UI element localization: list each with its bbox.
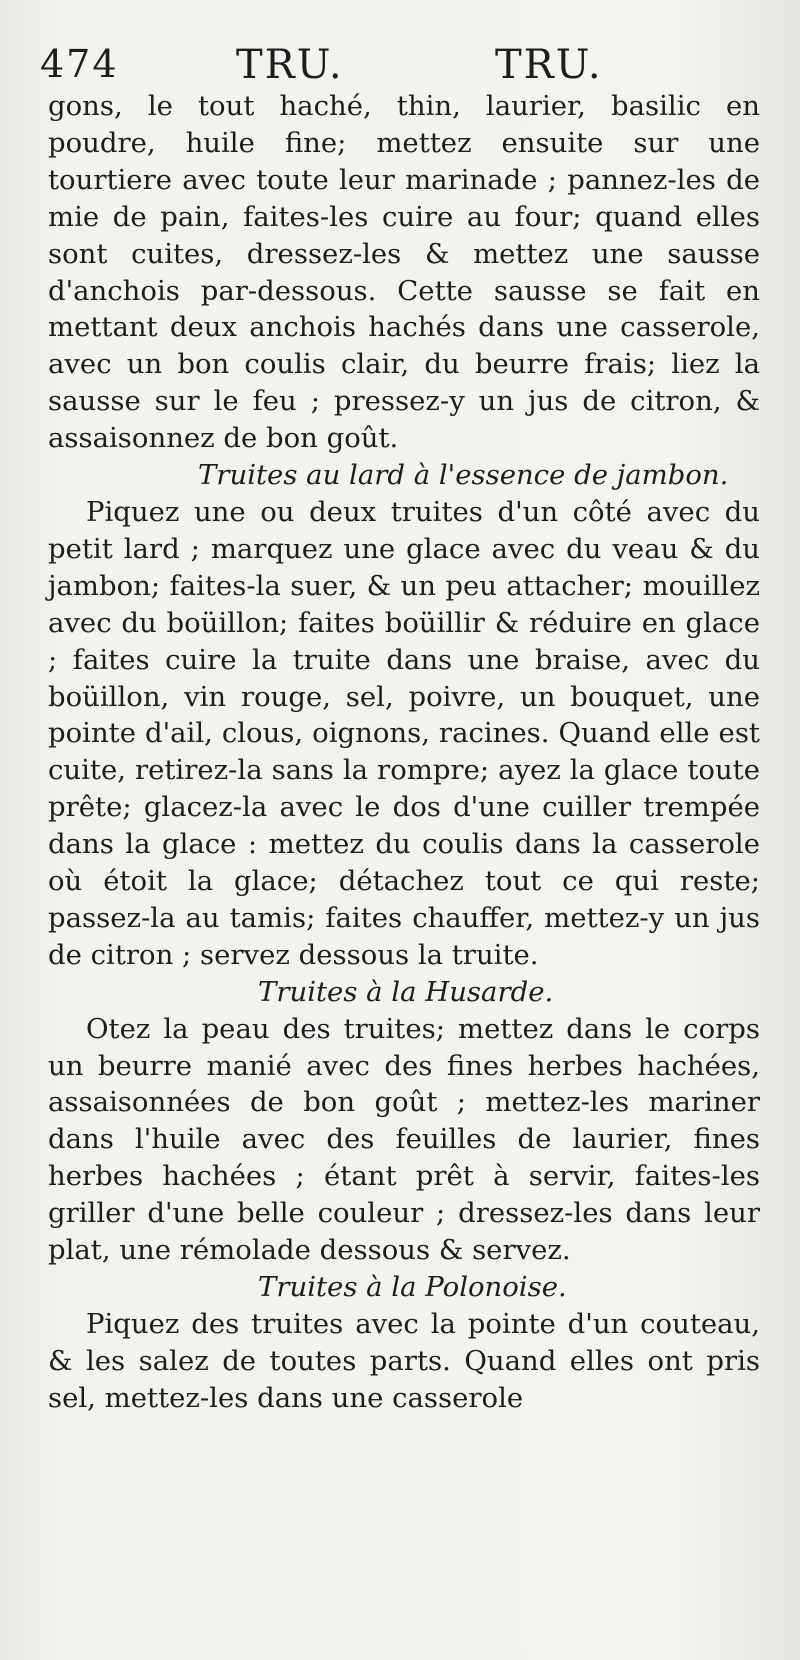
paragraph-husarde: Otez la peau des truites; mettez dans le corps un beurre manié avec des fines herbes hachées, assaisonnées de bon goût ; mettez-les mariner dans l'huile avec des feuilles de laurier, fines herbes hachées ; étant prêt à servir, faites-les griller d'une belle couleur ; dressez-les dans leur plat, une rémolade dessous & servez.	[48, 1012, 760, 1267]
running-head-left: TRU.	[236, 42, 344, 88]
running-head-right: TRU.	[495, 42, 603, 88]
paragraph-continuation: gons, le tout haché, thin, laurier, basilic en poudre, huile fine; mettez ensuite sur une tourtiere avec toute leur marinade ; pannez-les de mie de pain, faites-les cuire au four; quand elles sont cuites, dressez-les & mettez une sausse d'anchois par-dessous. Cette sausse se fait en mettant deux anchois hachés dans une casserole, avec un bon coulis clair, du beurre frais; liez la sausse sur le feu ; pressez-y un jus de citron, & assaisonnez de bon goût.	[48, 90, 760, 455]
paragraph-polonoise: Piquez des truites avec la pointe d'un couteau, & les salez de toutes parts. Quand elles ont pris sel, mettez-les dans une casserole	[48, 1307, 760, 1414]
recipe-heading-lard-jambon: Truites au lard à l'essence de jambon.	[198, 459, 729, 492]
paragraph-lard-jambon: Piquez une ou deux truites d'un côté avec du petit lard ; marquez une glace avec du veau & du jambon; faites-la suer, & un peu attacher; mouillez avec du boüillon; faites boüillir & réduire en glace ; faites cuire la truite dans une braise, avec du boüillon, vin rouge, sel, poivre, un bouquet, une pointe d'ail, clous, oignons, racines. Quand elle est cuite, retirez-la sans la rompre; ayez la glace toute prête; glacez-la avec le dos d'une cuiller trempée dans la glace : mettez du coulis dans la casserole où étoit la glace; détachez tout ce qui reste; passez-la au tamis; faites chauffer, mettez-y un jus de citron ; servez dessous la truite.	[48, 495, 760, 971]
recipe-heading-polonoise: Truites à la Polonoise.	[258, 1271, 567, 1303]
page-header	[40, 42, 760, 92]
page-number: 474	[40, 42, 119, 86]
recipe-heading-husarde: Truites à la Husarde.	[258, 975, 554, 1008]
page-body	[48, 88, 760, 1417]
